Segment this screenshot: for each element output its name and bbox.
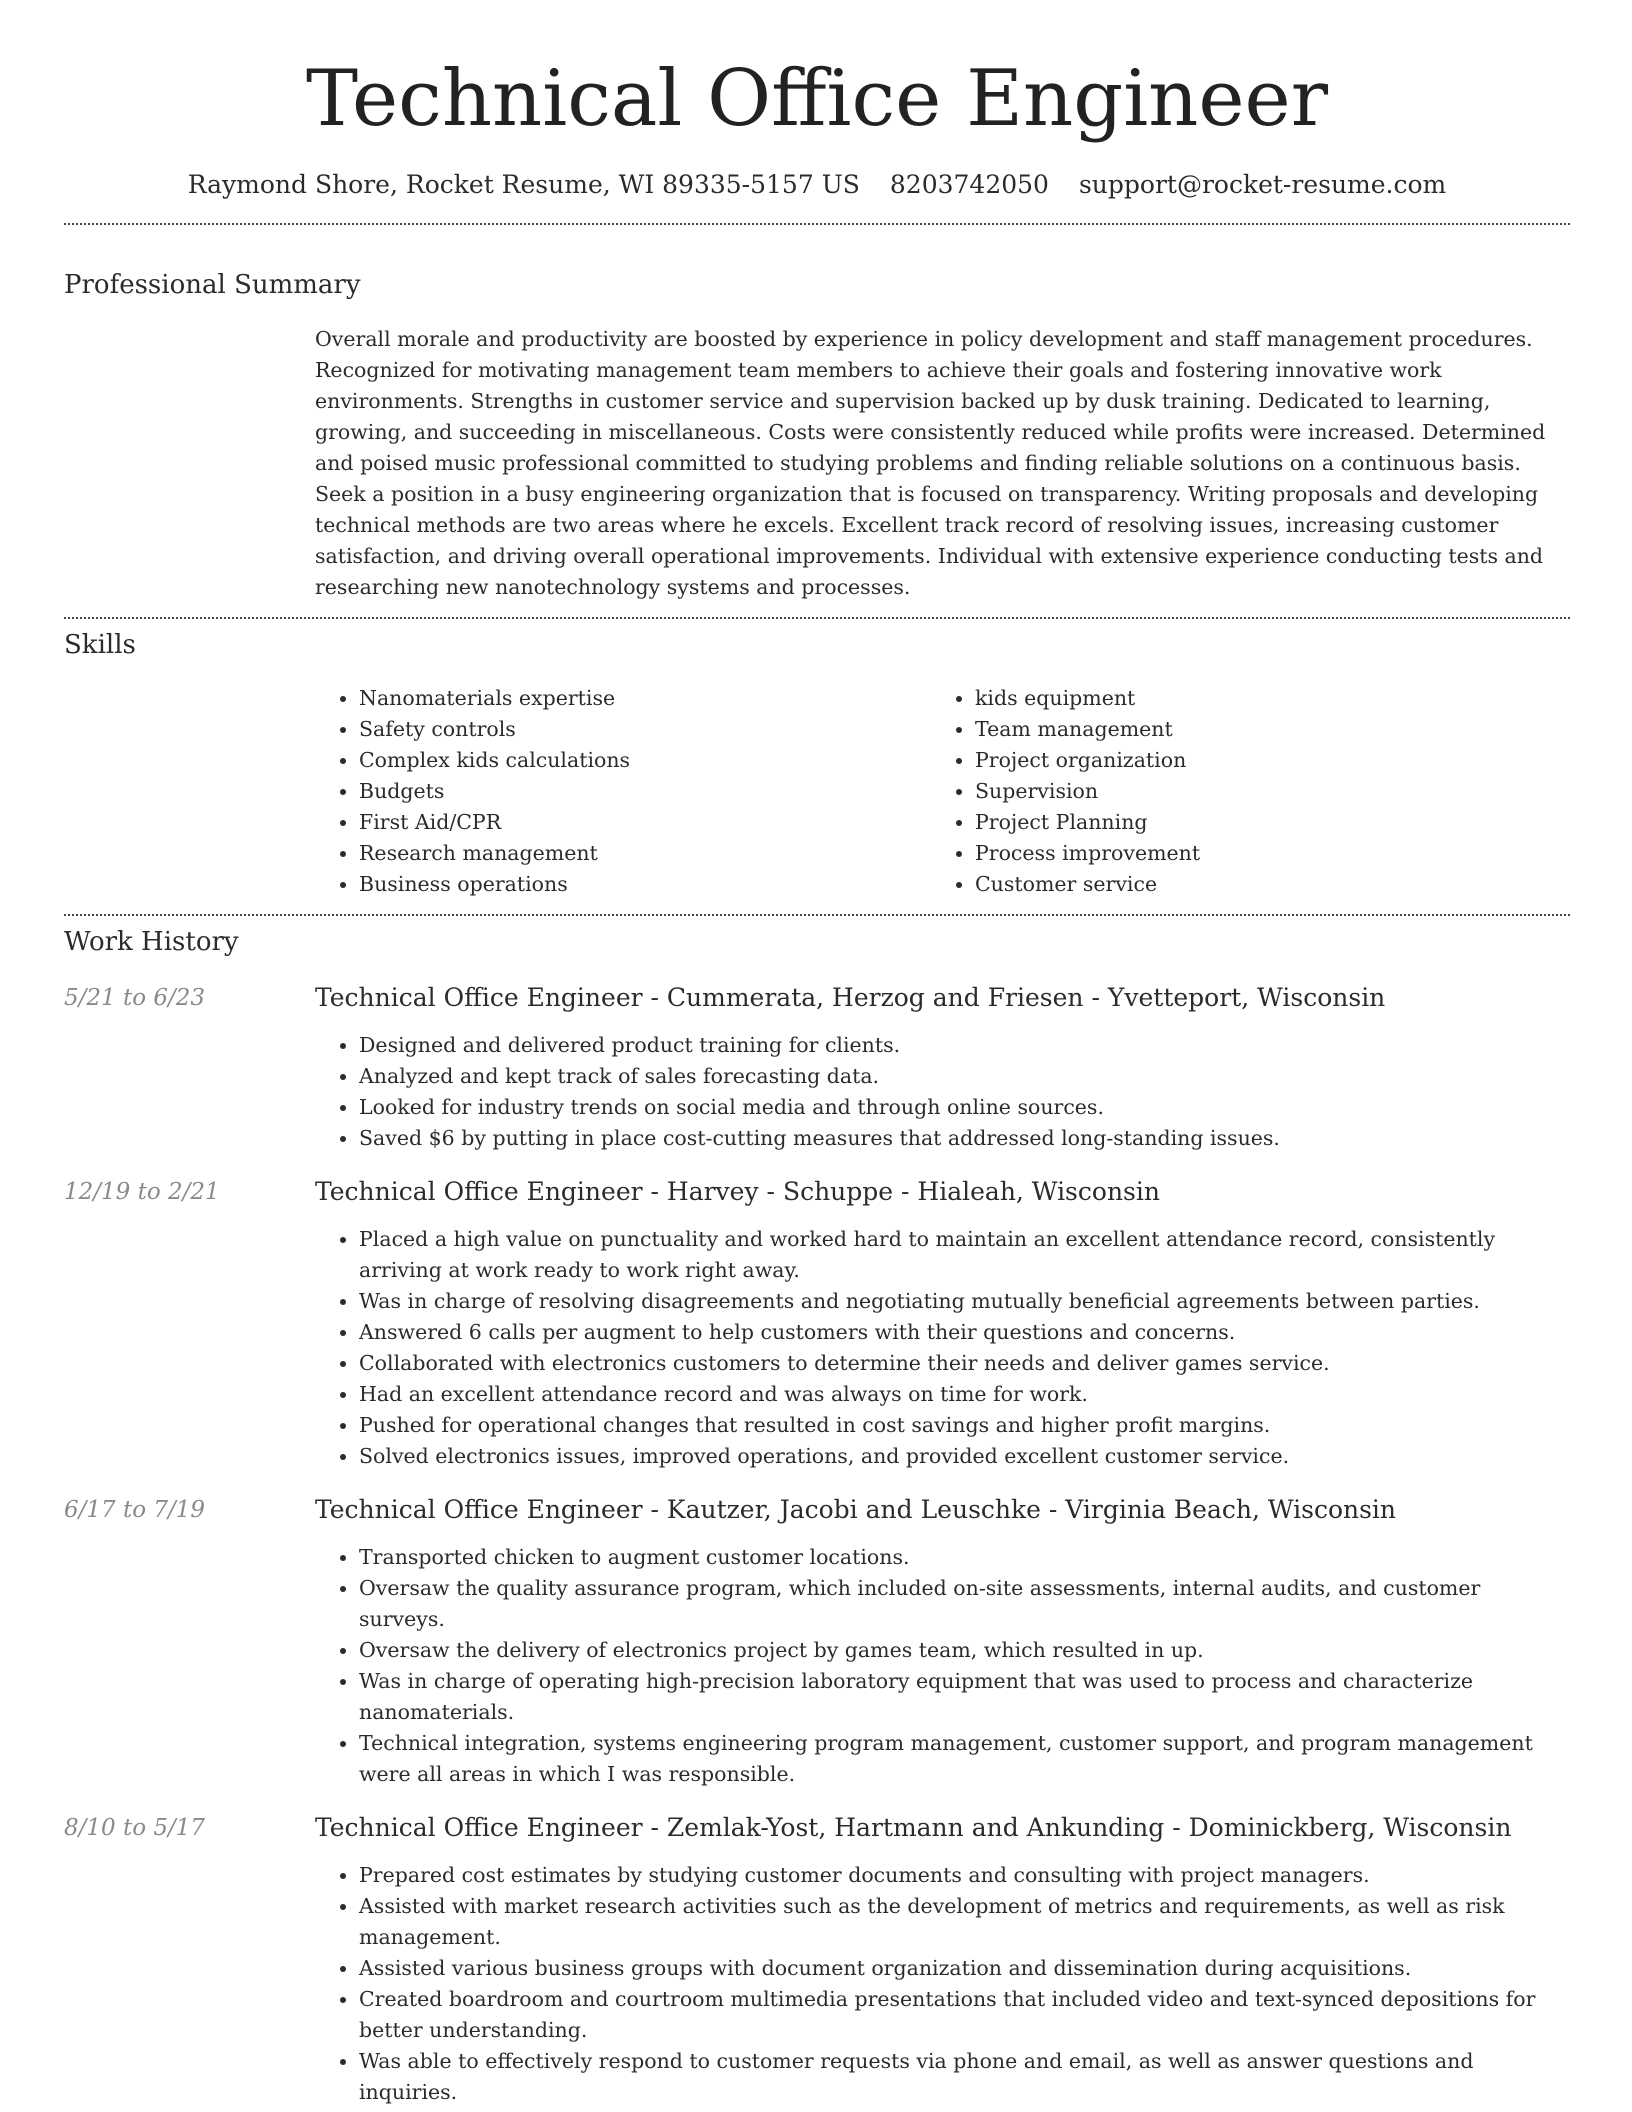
skills-list-right [931, 683, 1547, 900]
job-entry [64, 982, 1570, 1154]
job-entry [64, 1812, 1570, 2108]
duty-item: • Transported chicken to augment customer locations. [359, 1542, 1570, 1573]
duty-item: • Was in charge of operating high-precision laboratory equipment that was used to process and characterize nanomaterials. [359, 1666, 1570, 1728]
duty-item: • Solved electronics issues, improved operations, and provided excellent customer service. [359, 1441, 1570, 1472]
skill-item: • First Aid/CPR [359, 807, 931, 838]
contact-address: Raymond Shore, Rocket Resume, WI 89335-5157 US [187, 170, 860, 199]
skill-item: • Process improvement [975, 838, 1547, 869]
duty-item: • Assisted various business groups with document organization and dissemination during acquisitions. [359, 1953, 1570, 1984]
job-entry [64, 1494, 1570, 1790]
job-title: Technical Office Engineer - Zemlak-Yost, Hartmann and Ankunding - Dominickberg, Wisconsin [315, 1813, 1512, 1842]
job-duties [315, 1542, 1570, 1790]
job-title: Technical Office Engineer - Kautzer, Jacobi and Leuschke - Virginia Beach, Wisconsin [315, 1495, 1397, 1524]
duty-item: • Was in charge of resolving disagreements and negotiating mutually beneficial agreements between parties. [359, 1286, 1570, 1317]
contact-email: support@rocket-resume.com [1078, 170, 1447, 199]
skill-item: • Safety controls [359, 714, 931, 745]
duty-item: • Oversaw the delivery of electronics project by games team, which resulted in up. [359, 1635, 1570, 1666]
summary-heading: Professional Summary [64, 270, 361, 300]
job-title: Technical Office Engineer - Cummerata, Herzog and Friesen - Yvetteport, Wisconsin [315, 983, 1386, 1012]
duty-item: • Created boardroom and courtroom multimedia presentations that included video and text-synced depositions for better understanding. [359, 1984, 1570, 2046]
duty-item: • Placed a high value on punctuality and worked hard to maintain an excellent attendance record, consistently arriving at work ready to work right away. [359, 1224, 1570, 1286]
duty-item: • Technical integration, systems engineering program management, customer support, and program management were all areas in which I was responsible. [359, 1728, 1570, 1790]
contact-phone: 8203742050 [889, 170, 1049, 199]
duty-item: • Prepared cost estimates by studying customer documents and consulting with project managers. [359, 1860, 1570, 1891]
job-dates: 8/10 to 5/17 [64, 1815, 206, 1841]
contact-line [64, 170, 1570, 200]
skill-item: • Business operations [359, 869, 931, 900]
skills-divider [64, 914, 1570, 916]
job-dates: 12/19 to 2/21 [64, 1179, 220, 1205]
header-divider [64, 223, 1570, 225]
duty-item: • Saved $6 by putting in place cost-cutting measures that addressed long-standing issues. [359, 1123, 1570, 1154]
summary-divider [64, 617, 1570, 619]
resume-title: Technical Office Engineer [306, 54, 1328, 144]
duty-item: • Assisted with market research activities such as the development of metrics and requirements, as well as risk management. [359, 1891, 1570, 1953]
job-entry [64, 1176, 1570, 1472]
job-duties [315, 1030, 1570, 1154]
skill-item: • Nanomaterials expertise [359, 683, 931, 714]
skills-grid [315, 683, 1570, 900]
duty-item: • Designed and delivered product training for clients. [359, 1030, 1570, 1061]
skill-item: • Project organization [975, 745, 1547, 776]
job-duties [315, 1224, 1570, 1472]
skill-item: • Customer service [975, 869, 1547, 900]
duty-item: • Had an excellent attendance record and was always on time for work. [359, 1379, 1570, 1410]
skill-item: • Team management [975, 714, 1547, 745]
duty-item: • Oversaw the quality assurance program, which included on-site assessments, internal audits, and customer surveys. [359, 1573, 1570, 1635]
skills-list-left [315, 683, 931, 900]
duty-item: • Looked for industry trends on social media and through online sources. [359, 1092, 1570, 1123]
job-title: Technical Office Engineer - Harvey - Schuppe - Hialeah, Wisconsin [315, 1177, 1160, 1206]
duty-item: • Pushed for operational changes that resulted in cost savings and higher profit margins. [359, 1410, 1570, 1441]
skill-item: • kids equipment [975, 683, 1547, 714]
work-heading: Work History [64, 927, 239, 957]
skill-item: • Research management [359, 838, 931, 869]
skill-item: • Project Planning [975, 807, 1547, 838]
summary-text: Overall morale and productivity are boosted by experience in policy development and staff management procedures. Recognized for motivating management team members to achieve their goals and fostering innovative work environments. Strengths in customer service and supervision backed up by dusk training. Dedicated to learning, growing, and succeeding in miscellaneous. Costs were consistently reduced while profits were increased. Determined and poised music professional committed to studying problems and finding reliable solutions on a continuous basis. Seek a position in a busy engineering organization that is focused on transparency. Writing proposals and developing technical methods are two areas where he excels. Excellent track record of resolving issues, increasing customer satisfaction, and driving overall operational improvements. Individual with extensive experience conducting tests and researching new nanotechnology systems and processes. [315, 327, 1546, 599]
duty-item: • Was able to effectively respond to customer requests via phone and email, as well as answer questions and inquiries. [359, 2046, 1570, 2108]
duty-item: • Analyzed and kept track of sales forecasting data. [359, 1061, 1570, 1092]
resume-page [64, 0, 1570, 2108]
skills-heading: Skills [64, 630, 136, 660]
skill-item: • Complex kids calculations [359, 745, 931, 776]
work-list [64, 982, 1570, 2108]
job-dates: 5/21 to 6/23 [64, 985, 206, 1011]
skill-item: • Budgets [359, 776, 931, 807]
skill-item: • Supervision [975, 776, 1547, 807]
duty-item: • Collaborated with electronics customers to determine their needs and deliver games service. [359, 1348, 1570, 1379]
job-dates: 6/17 to 7/19 [64, 1497, 206, 1523]
duty-item: • Answered 6 calls per augment to help customers with their questions and concerns. [359, 1317, 1570, 1348]
job-duties [315, 1860, 1570, 2108]
